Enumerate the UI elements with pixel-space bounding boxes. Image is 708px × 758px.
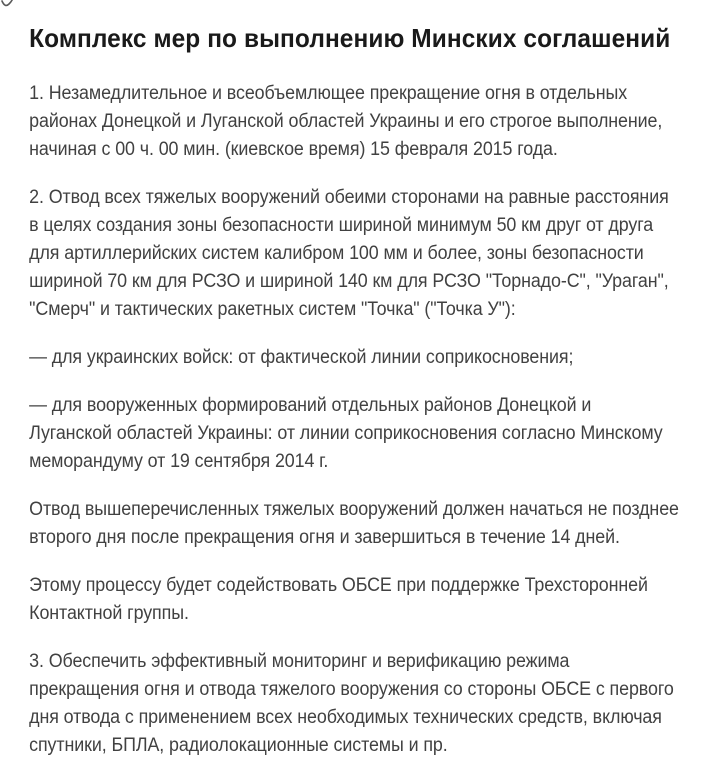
text-line: начиная с 00 ч. 00 мин. (киевское время) 15 февраля 2015 года. <box>29 139 558 160</box>
text-line: Этому процессу будет содействовать ОБСЕ при поддержке Трехсторонней <box>29 575 648 596</box>
text-line: Отвод вышеперечисленных тяжелых вооружений должен начаться не позднее <box>29 499 679 520</box>
text-line: — для вооруженных формирований отдельных районов Донецкой и <box>29 395 592 416</box>
dash-item-armed-formations <box>29 392 706 476</box>
text-line: шириной 70 км для РСЗО и шириной 140 км для РСЗО "Торнадо-С", "Ураган", <box>29 271 669 292</box>
text-line: — для украинских войск: от фактической линии соприкосновения; <box>29 347 574 368</box>
text-line: Луганской областей Украины: от линии соприкосновения согласно Минскому <box>29 423 663 444</box>
paragraph-1 <box>29 80 706 164</box>
text-line: прекращения огня и отвода тяжелого вооружения со стороны ОБСЕ с первого <box>29 679 674 700</box>
text-line: 3. Обеспечить эффективный мониторинг и верификацию режима <box>29 651 570 672</box>
text-line: для артиллерийских систем калибром 100 мм и более, зоны безопасности <box>29 243 644 264</box>
paragraph-2 <box>29 184 706 324</box>
text-line: меморандуму от 19 сентября 2014 г. <box>29 451 329 472</box>
text-line: 1. Незамедлительное и всеобъемлющее прекращение огня в отдельных <box>29 83 628 104</box>
text-line: 2. Отвод всех тяжелых вооружений обеими сторонами на равные расстояния <box>29 187 669 208</box>
paragraph-withdrawal-timing <box>29 496 706 552</box>
page-title: Комплекс мер по выполнению Минских соглашений <box>29 23 671 53</box>
text-line: районах Донецкой и Луганской областей Украины и его строгое выполнение, <box>29 111 663 132</box>
text-line: Контактной группы. <box>29 603 189 624</box>
text-line: в целях создания зоны безопасности шириной минимум 50 км друг от друга <box>29 215 654 236</box>
text-line: "Смерч" и тактических ракетных систем "Точка" ("Точка У"): <box>29 299 516 320</box>
text-line: спутники, БПЛА, радиолокационные системы и пр. <box>29 735 448 756</box>
text-line: второго дня после прекращения огня и завершиться в течение 14 дней. <box>29 527 620 548</box>
dash-item-ukrainian-troops <box>29 344 706 372</box>
paragraph-osce-support <box>29 572 706 628</box>
paragraph-3-monitoring <box>29 648 706 758</box>
text-line: дня отвода с применением всех необходимых технических средств, включая <box>29 707 662 728</box>
